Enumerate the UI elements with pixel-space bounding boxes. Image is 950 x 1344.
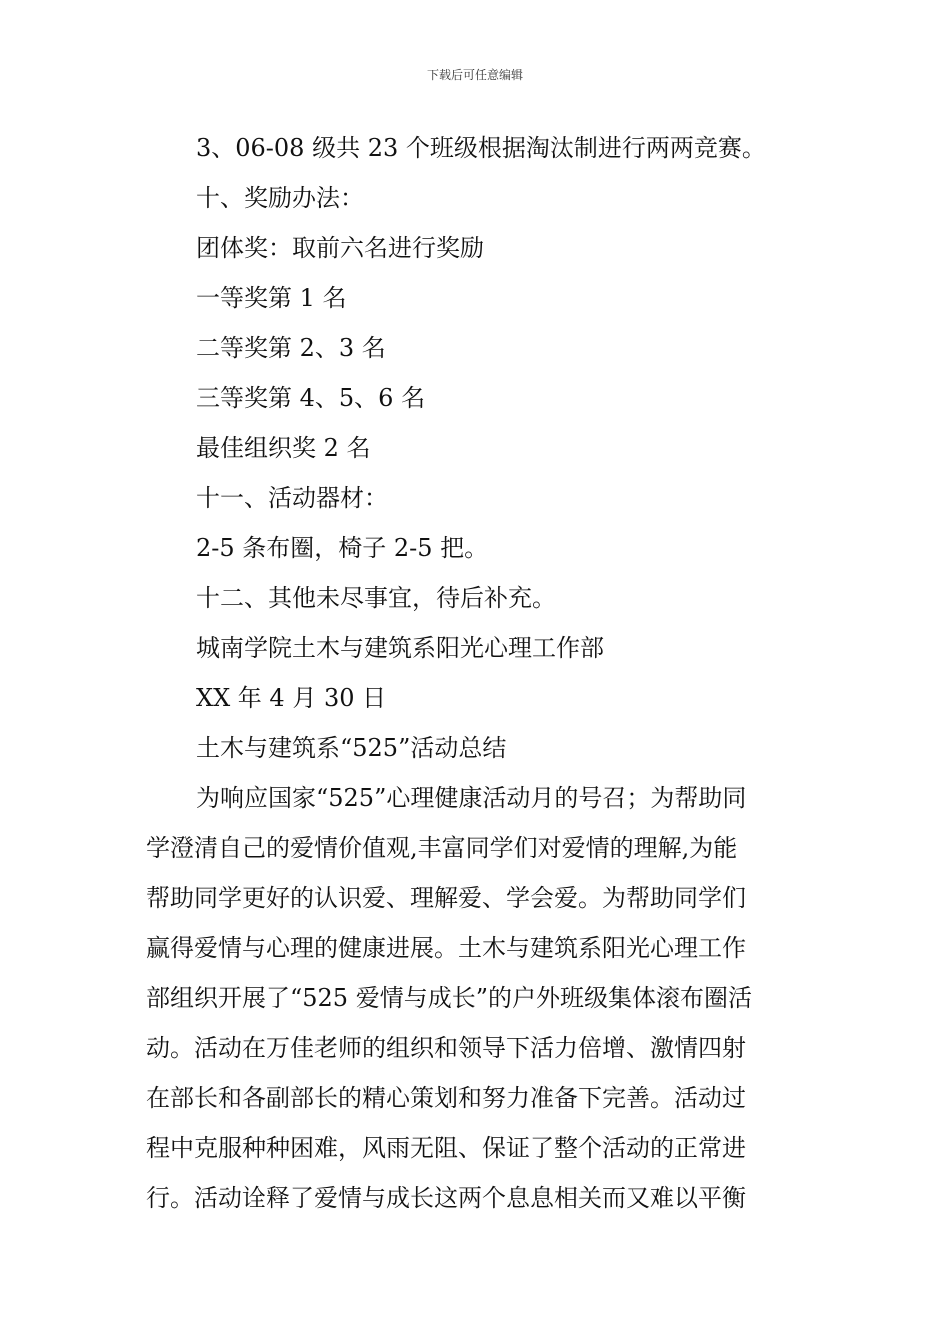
paragraph-line: 赢得爱情与心理的健康进展。土木与建筑系阳光心理工作 [146, 934, 746, 962]
heading-awards: 十、奖励办法： [196, 184, 364, 212]
heading-other-matters: 十二、其他未尽事宜，待后补充。 [196, 584, 556, 612]
paragraph-line: 学澄清自己的爱情价值观,丰富同学们对爱情的理解,为能 [146, 834, 738, 862]
summary-title: 土木与建筑系“525”活动总结 [196, 734, 507, 762]
paragraph-line: 在部长和各副部长的精心策划和努力准备下完善。活动过 [146, 1084, 746, 1112]
paragraph-line: 动。活动在万佳老师的组织和领导下活力倍增、激情四射 [146, 1034, 746, 1062]
line-date: XX 年 4 月 30 日 [196, 684, 387, 712]
line-competition-format: 3、06-08 级共 23 个班级根据淘汰制进行两两竞赛。 [196, 134, 766, 162]
page-header-note: 下载后可任意编辑 [426, 68, 523, 82]
line-first-prize: 一等奖第 1 名 [196, 284, 347, 312]
line-third-prize: 三等奖第 4、5、6 名 [196, 384, 426, 412]
line-team-award: 团体奖：取前六名进行奖励 [196, 234, 484, 262]
paragraph-line: 程中克服种种困难，风雨无阻、保证了整个活动的正常进 [146, 1134, 746, 1162]
paragraph-line: 帮助同学更好的认识爱、理解爱、学会爱。为帮助同学们 [146, 884, 746, 912]
line-second-prize: 二等奖第 2、3 名 [196, 334, 386, 362]
paragraph-line: 为响应国家“525”心理健康活动月的号召；为帮助同 [196, 784, 747, 812]
heading-equipment: 十一、活动器材： [196, 484, 388, 512]
document-lines [196, 130, 766, 780]
paragraph-line: 部组织开展了“525 爱情与成长”的户外班级集体滚布圈活 [146, 984, 752, 1012]
line-organizer: 城南学院土木与建筑系阳光心理工作部 [196, 634, 604, 662]
line-organization-award: 最佳组织奖 2 名 [196, 434, 371, 462]
summary-paragraph [146, 780, 816, 1230]
paragraph-line: 行。活动诠释了爱情与成长这两个息息相关而又难以平衡 [146, 1184, 746, 1212]
line-equipment: 2-5 条布圈，椅子 2-5 把。 [196, 534, 489, 562]
